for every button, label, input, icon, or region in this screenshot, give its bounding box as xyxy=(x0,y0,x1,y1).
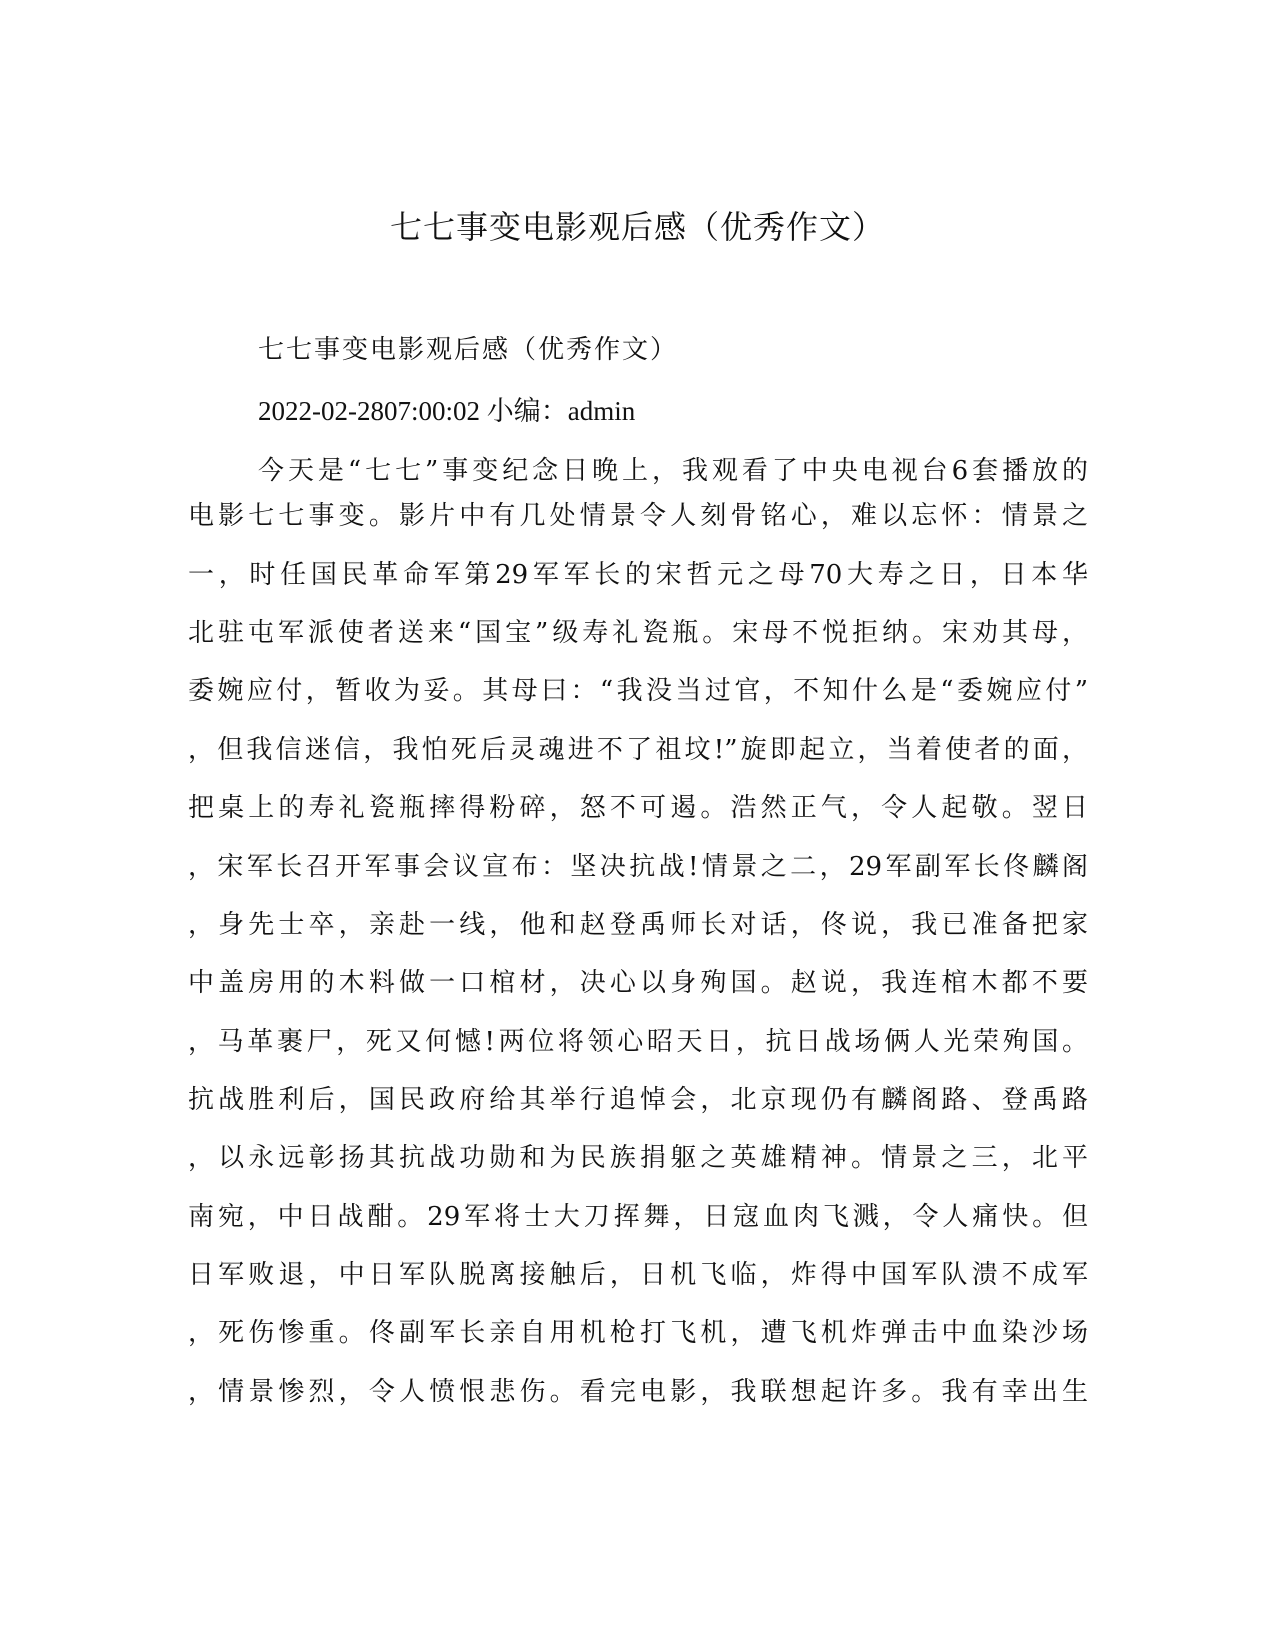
paragraph-line: 抗战胜利后，国民政府给其举行追悼会，北京现仍有麟阁路、登禹路 xyxy=(188,1085,1088,1115)
paragraph-line: 中盖房用的木料做一口棺材，决心以身殉国。赵说，我连棺木都不要 xyxy=(188,968,1088,998)
paragraph-line: 北驻屯军派使者送来“国宝”级寿礼瓷瓶。宋母不悦拒纳。宋劝其母， xyxy=(188,618,1088,648)
paragraph-line: 今天是“七七”事变纪念日晚上，我观看了中央电视台6套播放的 xyxy=(258,456,1088,486)
document-subtitle: 七七事变电影观后感（优秀作文） xyxy=(258,335,679,365)
paragraph-line: ，马革裹尸，死又何憾!两位将领心昭天日，抗日战场俩人光荣殉国。 xyxy=(188,1027,1088,1057)
paragraph-line: ，情景惨烈，令人愤恨悲伤。看完电影，我联想起许多。我有幸出生 xyxy=(188,1377,1088,1407)
document-title: 七七事变电影观后感（优秀作文） xyxy=(389,208,885,246)
document-meta: 2022-02-2807:00:02 小编：admin xyxy=(258,396,636,426)
paragraph-line: 把桌上的寿礼瓷瓶摔得粉碎，怒不可遏。浩然正气，令人起敬。翌日 xyxy=(188,793,1088,823)
paragraph-line: ，身先士卒，亲赴一线，他和赵登禹师长对话，佟说，我已准备把家 xyxy=(188,910,1088,940)
paragraph-line: ，但我信迷信，我怕死后灵魂进不了祖坟!”旋即起立，当着使者的面， xyxy=(188,735,1088,765)
paragraph-line: 电影七七事变。影片中有几处情景令人刻骨铭心，难以忘怀：情景之 xyxy=(188,501,1088,531)
paragraph-line: 南宛，中日战酣。29军将士大刀挥舞，日寇血肉飞溅，令人痛快。但 xyxy=(188,1202,1088,1232)
paragraph-line: 委婉应付，暂收为妥。其母曰：“我没当过官，不知什么是“委婉应付” xyxy=(188,676,1088,706)
paragraph-line: ，宋军长召开军事会议宣布：坚决抗战!情景之二，29军副军长佟麟阁 xyxy=(188,852,1088,882)
paragraph-line: ，死伤惨重。佟副军长亲自用机枪打飞机，遭飞机炸弹击中血染沙场 xyxy=(188,1318,1088,1348)
paragraph-line: ，以永远彰扬其抗战功勋和为民族捐躯之英雄精神。情景之三，北平 xyxy=(188,1143,1088,1173)
paragraph-line: 一，时任国民革命军第29军军长的宋哲元之母70大寿之日，日本华 xyxy=(188,560,1088,590)
paragraph-line: 日军败退，中日军队脱离接触后，日机飞临，炸得中国军队溃不成军 xyxy=(188,1260,1088,1290)
